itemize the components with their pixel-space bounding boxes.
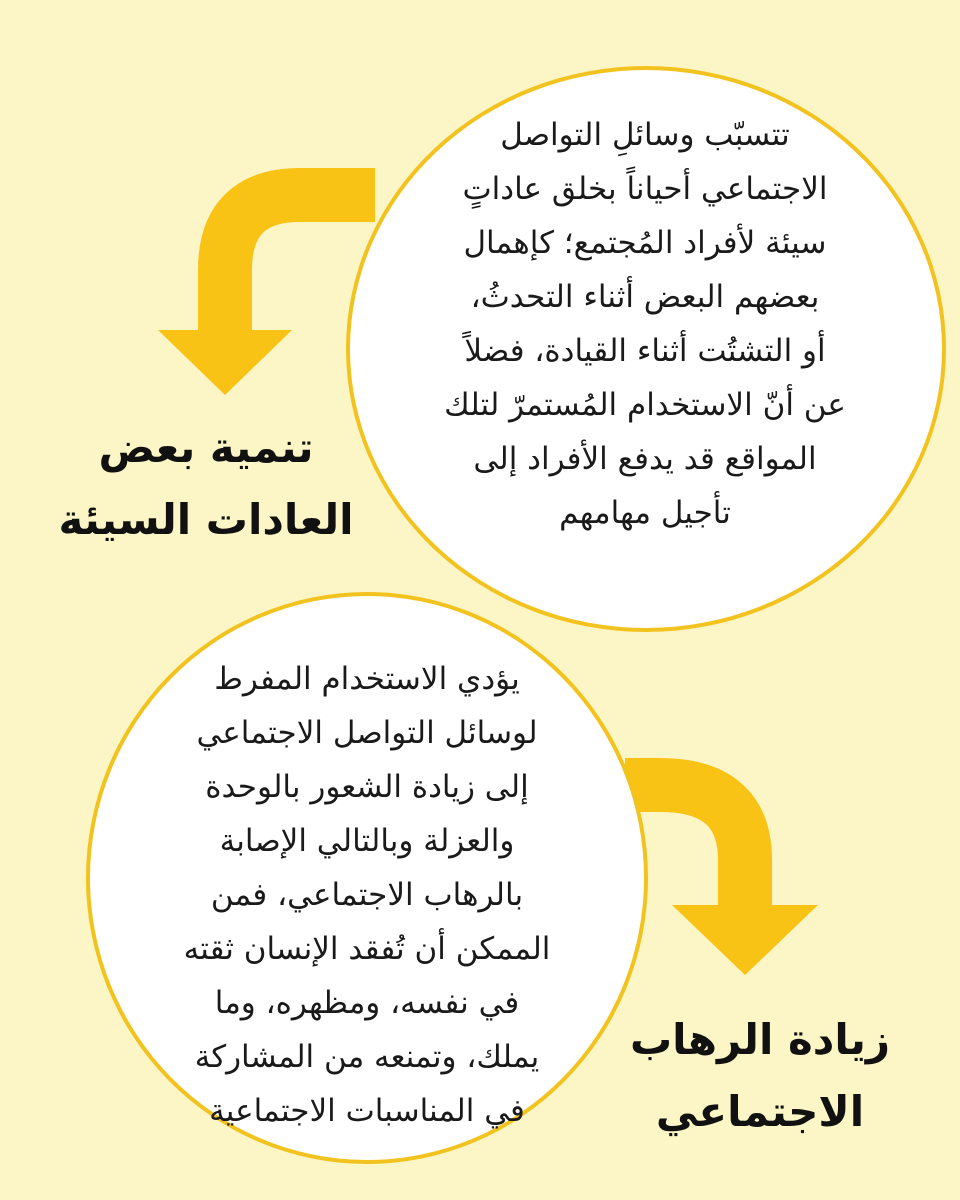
text-line: عن أنّ الاستخدام المُستمرّ لتلك [444, 387, 846, 423]
text-line: والعزلة وبالتالي الإصابة [219, 823, 515, 859]
text-line: بعضهم البعض أثناء التحدثُ، [470, 279, 820, 315]
text-line: يملك، وتمنعه من المشاركة [194, 1039, 540, 1075]
heading-line: العادات السيئة [58, 495, 354, 544]
text-line: في المناسبات الاجتماعية [209, 1093, 525, 1129]
body-text-bottom [100, 652, 634, 1138]
heading-line: زيادة الرهاب [629, 1015, 891, 1064]
text-line: أو التشتُت أثناء القيادة، فضلاً [464, 333, 826, 369]
text-line: الاجتماعي أحياناً بخلق عاداتٍ [462, 171, 828, 207]
text-line: المواقع قد يدفع الأفراد إلى [473, 441, 817, 477]
text-line: في نفسه، ومظهره، وما [214, 985, 520, 1021]
heading-top [36, 412, 376, 556]
text-line: الممكن أن تُفقد الإنسان ثقته [183, 931, 551, 967]
text-line: يؤدي الاستخدام المفرط [214, 661, 520, 697]
body-text-top [380, 108, 910, 540]
heading-line: الاجتماعي [655, 1087, 865, 1136]
arrow-top [158, 195, 375, 395]
text-line: بالرهاب الاجتماعي، فمن [210, 877, 524, 913]
heading-line: تنمية بعض [98, 423, 314, 472]
text-line: لوسائل التواصل الاجتماعي [196, 715, 538, 751]
heading-bottom [600, 1004, 920, 1148]
text-line: سيئة لأفراد المُجتمع؛ كإهمال [463, 225, 827, 261]
arrow-bottom [625, 785, 818, 975]
text-line: تتسبّب وسائلِ التواصل [500, 117, 790, 153]
text-line: تأجيل مهامهم [559, 495, 731, 531]
text-line: إلى زيادة الشعور بالوحدة [205, 769, 529, 805]
